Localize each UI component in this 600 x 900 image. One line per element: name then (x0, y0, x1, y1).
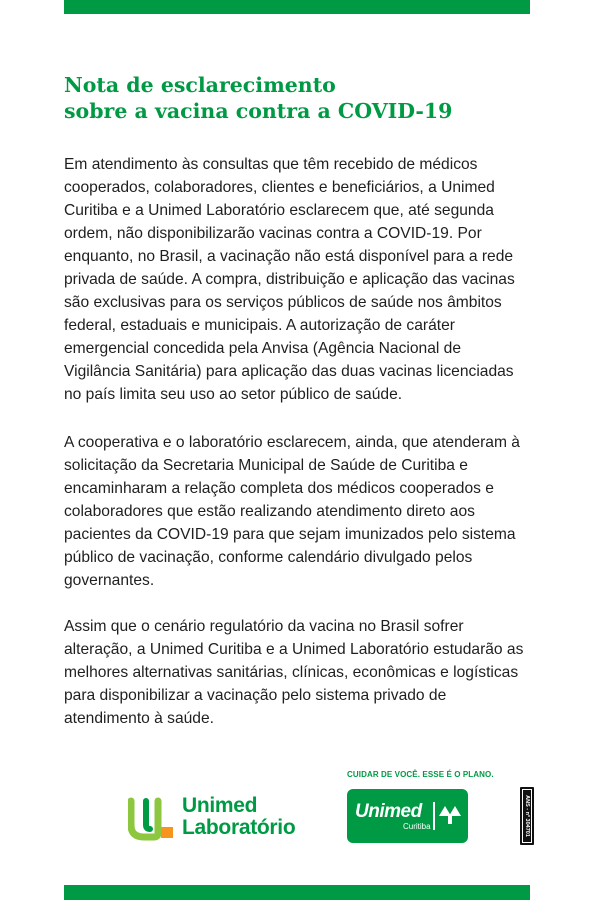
bottom-accent-bar (64, 885, 530, 900)
text-line: Em atendimento às consultas que têm recebido de médicos (64, 156, 478, 173)
lab-logo-line2: Laboratório (182, 816, 296, 839)
paragraph-1 (64, 153, 534, 406)
top-accent-bar (64, 0, 530, 14)
text-line: solicitação da Secretaria Municipal de Saúde de Curitiba e (64, 457, 468, 474)
text-line: atendimento à saúde. (64, 710, 214, 727)
lab-logo-text (182, 795, 295, 839)
text-line: encaminharam a relação completa dos médicos cooperados e (64, 480, 494, 497)
page-title (64, 72, 534, 124)
text-line: emergencial concedida pela Anvisa (Agência Nacional de (64, 340, 462, 357)
logo-divider (433, 802, 435, 830)
unimed-slogan: CUIDAR DE VOCÊ. ESSE É O PLANO. (347, 770, 494, 779)
text-line: colaboradores que estão realizando atendimento direto aos (64, 503, 475, 520)
text-line: Assim que o cenário regulatório da vacina no Brasil sofrer (64, 618, 464, 635)
title-line: sobre a vacina contra a COVID-19 (64, 99, 453, 123)
text-line: federal, estaduais e municipais. A autorização de caráter (64, 317, 455, 334)
text-line: governantes. (64, 572, 155, 589)
text-line: no país limita seu uso ao setor público de saúde. (64, 386, 403, 403)
text-line: alteração, a Unimed Curitiba e a Unimed Laboratório estudarão as (64, 641, 524, 658)
paragraph-2 (64, 431, 534, 592)
text-line: enquanto, no Brasil, a vacinação não está disponível para a rede (64, 248, 514, 265)
unimed-laboratorio-logo (128, 794, 328, 841)
paragraph-3 (64, 615, 534, 730)
unimed-logo-name: Unimed (355, 801, 422, 822)
text-line: cooperados, colaboradores, clientes e beneficiários, a Unimed (64, 179, 495, 196)
unimed-curitiba-logo (347, 789, 468, 843)
ans-registration-badge (520, 787, 534, 845)
title-line: Nota de esclarecimento (64, 73, 336, 97)
text-line: Vigilância Sanitária) para aplicação das duas vacinas licenciadas (64, 363, 514, 380)
text-line: A cooperativa e o laboratório esclarecem, ainda, que atenderam à (64, 434, 520, 451)
text-line: melhores alternativas sanitárias, clínicas, econômicas e logísticas (64, 664, 519, 681)
text-line: ordem, não disponibilizarão vacinas contra a COVID-19. Por (64, 225, 482, 242)
text-line: são exclusivas para os serviços públicos de saúde nos âmbitos (64, 294, 502, 311)
text-line: Curitiba e a Unimed Laboratório esclarecem que, até segunda (64, 202, 494, 219)
text-line: pacientes da COVID-19 para que sejam imunizados pelo sistema (64, 526, 516, 543)
text-line: para disponibilizar a vacinação pelo sistema privado de (64, 687, 447, 704)
unimed-lab-u-icon (128, 797, 176, 841)
text-line: privada de saúde. A compra, distribuição e aplicação das vacinas (64, 271, 515, 288)
ans-registration-text: ANS - nº 304701 (524, 795, 530, 837)
text-line: público de vacinação, conforme calendário divulgado pelos (64, 549, 473, 566)
unimed-logo-city: Curitiba (403, 822, 431, 831)
lab-logo-line1: Unimed (182, 794, 258, 817)
unimed-tree-icon (437, 802, 463, 828)
